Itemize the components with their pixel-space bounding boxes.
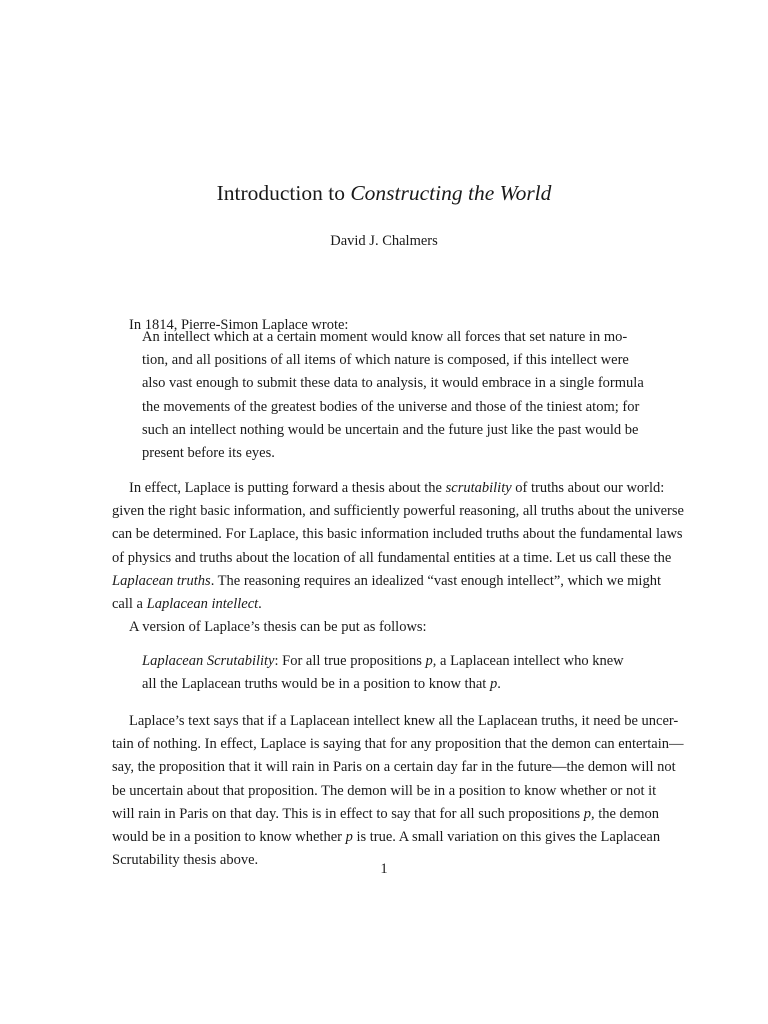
quote-line: An intellect which at a certain moment would know all forces that set nature in mo- (142, 329, 628, 345)
text-run: of truths about our world: (511, 480, 665, 496)
math-variable: p (425, 653, 433, 669)
text-run: . (497, 676, 501, 693)
italic-term: scrutability (445, 480, 512, 496)
quote-line: present before its eyes. (142, 445, 275, 462)
paragraph-line: be uncertain about that proposition. The demon will be in a position to know whether or not it (112, 782, 657, 799)
italic-term: Laplacean intellect (146, 596, 259, 613)
text-run: . The reasoning requires an idealized “vast enough intellect”, which we might (210, 572, 661, 589)
text-run: call a (112, 596, 147, 613)
paragraph-line (112, 570, 661, 593)
paragraph-line: tain of nothing. In effect, Laplace is saying that for any proposition that the demon can entertain— (112, 736, 684, 753)
paragraph-line: say, the proposition that it will rain in Paris on a certain day far in the future—the demon will not (112, 759, 676, 776)
text-run: will rain in Paris on that day. This is in effect to say that for all such propositions (112, 805, 584, 822)
title-italic: Constructing the World (350, 181, 552, 205)
thesis-statement (142, 650, 662, 696)
math-variable: p (345, 829, 353, 846)
paragraph-line (112, 803, 660, 826)
math-variable: p (583, 805, 591, 822)
quote-line: the movements of the greatest bodies of the universe and those of the tiniest atom; for (142, 398, 640, 415)
text-run: : For all true propositions (274, 653, 426, 669)
text-run: is true. A small variation on this gives the Laplacean (352, 829, 661, 846)
math-variable: p (489, 676, 498, 693)
text-run: In effect, Laplace is putting forward a thesis about the (129, 480, 446, 496)
paragraph-line: of physics and truths about the location of all fundamental entities at a time. Let us call these the (112, 549, 672, 566)
author-name: David J. Chalmers (330, 233, 438, 249)
paragraph-line (112, 477, 665, 500)
paragraph-demon (112, 710, 684, 872)
paragraph-line: given the right basic information, and sufficiently powerful reasoning, all truths about the universe (112, 503, 684, 520)
page-number: 1 (380, 861, 388, 877)
paragraph-scrutability (112, 477, 684, 639)
paragraph-line: can be determined. For Laplace, this basic information included truths about the fundamental laws (112, 526, 683, 543)
italic-term: Laplacean truths (112, 572, 211, 589)
text-run: , the demon (590, 805, 660, 822)
quote-line: such an intellect nothing would be uncertain and the future just like the past would be (142, 421, 639, 438)
paragraph-line (112, 826, 661, 849)
title-plain: Introduction to (216, 181, 351, 205)
text-run: all the Laplacean truths would be in a position to know that (142, 676, 490, 693)
text-run: , a Laplacean intellect who knew (432, 653, 624, 669)
paragraph-line: A version of Laplace’s thesis can be put as follows: (129, 619, 427, 636)
paper-title (0, 178, 768, 208)
quote-line: also vast enough to submit these data to analysis, it would embrace in a single formula (142, 375, 644, 392)
thesis-line (142, 650, 662, 673)
quote-line: tion, and all positions of all items of which nature is composed, if this intellect were (142, 352, 629, 369)
laplace-quote (142, 326, 644, 465)
thesis-line (142, 673, 662, 696)
text-run: would be in a position to know whether (112, 829, 346, 846)
paragraph-line: Laplace’s text says that if a Laplacean intellect knew all the Laplacean truths, it need be uncer- (129, 713, 679, 729)
thesis-name: Laplacean Scrutability (142, 653, 275, 669)
paragraph-line (112, 593, 656, 616)
paragraph-line: Scrutability thesis above. (112, 852, 259, 869)
intro-text: In 1814, Pierre-Simon Laplace wrote: (129, 317, 349, 333)
text-run: . (258, 596, 262, 613)
